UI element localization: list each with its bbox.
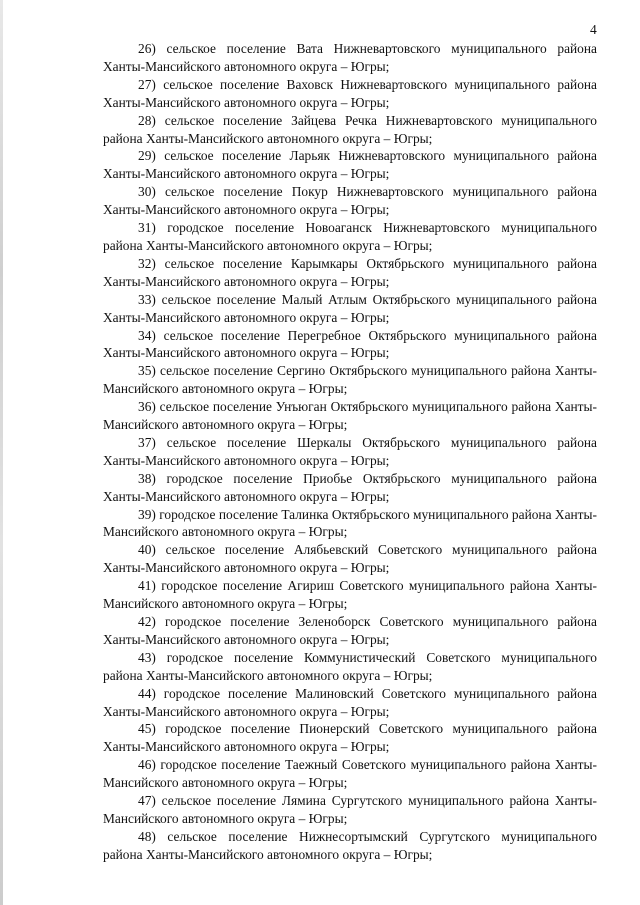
- list-item: 35) сельское поселение Сергино Октябрьского муниципального района Ханты-Мансийского автономного округа – Югры;: [103, 363, 597, 397]
- list-item: 47) сельское поселение Лямина Сургутского муниципального района Ханты-Мансийского автономного округа – Югры;: [103, 793, 597, 826]
- list-item: 38) городское поселение Приобье Октябрьского муниципального района Ханты-Мансийского автономного округа – Югры;: [103, 470, 597, 504]
- list-item: 31) городское поселение Новоаганск Нижневартовского муниципального района Ханты-Мансийского автономного округа – Югры;: [103, 220, 597, 253]
- list-item: 39) городское поселение Талинка Октябрьского муниципального района Ханты-Мансийского автономного округа – Югры;: [103, 506, 597, 540]
- settlement-list: [103, 40, 597, 864]
- list-item: 36) сельское поселение Унъюган Октябрьского муниципального района Ханты-Мансийского автономного округа – Югры;: [103, 399, 597, 433]
- list-item: 33) сельское поселение Малый Атлым Октябрьского муниципального района Ханты-Мансийского автономного округа – Югры;: [103, 291, 597, 325]
- list-item: 30) сельское поселение Покур Нижневартовского муниципального района Ханты-Мансийского автономного округа – Югры;: [103, 184, 597, 218]
- list-item: 40) сельское поселение Алябьевский Советского муниципального района Ханты-Мансийского автономного округа – Югры;: [103, 542, 597, 576]
- list-item: 27) сельское поселение Ваховск Нижневартовского муниципального района Ханты-Мансийского автономного округа – Югры;: [103, 76, 597, 110]
- list-item: 26) сельское поселение Вата Нижневартовского муниципального района Ханты-Мансийского автономного округа – Югры;: [103, 41, 597, 74]
- list-item: 28) сельское поселение Зайцева Речка Нижневартовского муниципального района Ханты-Мансийского автономного округа – Югры;: [103, 112, 597, 146]
- list-item: 34) сельское поселение Перегребное Октябрьского муниципального района Ханты-Мансийского автономного округа – Югры;: [103, 327, 597, 361]
- list-item: 41) городское поселение Агириш Советского муниципального района Ханты-Мансийского автономного округа – Югры;: [103, 578, 597, 612]
- scan-edge: [0, 0, 3, 905]
- list-item: 29) сельское поселение Ларьяк Нижневартовского муниципального района Ханты-Мансийского автономного округа – Югры;: [103, 148, 597, 182]
- list-item: 32) сельское поселение Карымкары Октябрьского муниципального района Ханты-Мансийского автономного округа – Югры;: [103, 255, 597, 289]
- list-item: 42) городское поселение Зеленоборск Советского муниципального района Ханты-Мансийского автономного округа – Югры;: [103, 614, 597, 647]
- list-item: 45) городское поселение Пионерский Советского муниципального района Ханты-Мансийского автономного округа – Югры;: [103, 721, 597, 755]
- page-number: 4: [590, 22, 597, 37]
- list-item: 44) городское поселение Малиновский Советского муниципального района Ханты-Мансийского автономного округа – Югры;: [103, 685, 597, 719]
- list-item: 46) городское поселение Таежный Советского муниципального района Ханты-Мансийского автономного округа – Югры;: [103, 757, 597, 791]
- list-item: 48) сельское поселение Нижнесортымский Сургутского муниципального района Ханты-Мансийского автономного округа – Югры;: [103, 828, 597, 862]
- list-item: 43) городское поселение Коммунистический Советского муниципального района Ханты-Мансийского автономного округа – Югры;: [103, 649, 597, 683]
- list-item: 37) сельское поселение Шеркалы Октябрьского муниципального района Ханты-Мансийского автономного округа – Югры;: [103, 434, 597, 468]
